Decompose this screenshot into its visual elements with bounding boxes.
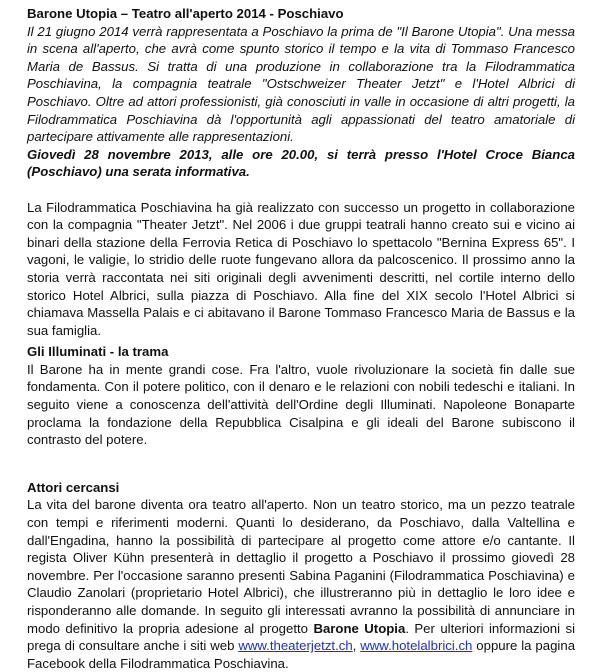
section-title-attori-cercansi: Attori cercansi — [27, 479, 120, 495]
info-evening-announcement: Giovedì 28 novembre 2013, alle ore 20.00, si terrà presso l'Hotel Croce Bianca (Poschiavo) una serata informativa. — [27, 146, 575, 180]
plot-paragraph: Il Barone ha in mente grandi cose. Fra l'altro, vuole rivoluzionare la società fin dalle sue fondamenta. Con il potere politico, con il denaro e le relazioni con nobili tedeschi e italiani. In seguito viene a conoscenza dell'attività dell'Ordine degli Illuminati. Napoleone Bonaparte proclama la fondazione della Repubblica Cisalpina e gli ideali del Barone subiscono il contrasto del potere. — [27, 361, 575, 448]
theaterjetzt-link[interactable]: www.theaterjetzt.ch — [238, 638, 353, 654]
intro-paragraph: Il 21 giugno 2014 verrà rappresentata a Poschiavo la prima de "Il Barone Utopia". Una messa in scena all'aperto, che avrà come spunto storico il tempo e la vita di Tommaso Francesco Maria de Bassus. Si tratta di una produzione in collaborazione tra la Filodrammatica Poschiavina, la compagnia teatrale "Ostschweizer Theater Jetzt" e l'Hotel Albrici di Poschiavo. Oltre ad attori professionisti, già conosciuti in valle in occasione di altri progetti, la Filodrammatica Poschiavina dà l'opportunità agli appassionati del teatro amatoriale di partecipare attivamente alle rappresentazioni. — [27, 23, 575, 145]
spacer — [27, 181, 575, 199]
casting-paragraph — [27, 496, 575, 672]
document-page — [27, 5, 575, 672]
link-separator: , — [352, 638, 361, 654]
casting-text-part2: . Per ulteriori informazioni si prega di consultare anche i siti web — [27, 620, 576, 654]
section-title-illuminati: Gli Illuminati - la trama — [27, 344, 169, 360]
casting-text-part1: La vita del barone diventa ora teatro all'aperto. Non un teatro storico, ma un pezzo teatrale con tempi e riferimenti moderni. Quanti lo desiderano, da Poschiavo, dalla Valtellina e dall'Engadina, hanno la possibilità di partecipare al progetto come attore e/o cantante. Il regista Oliver Kühn presenterà in dettaglio il progetto a Poschiavo il prossimo giovedì 28 novembre. Per l'occasione saranno presenti Sabina Paganini (Filodrammatica Poschiavina) e Claudio Zanolari (proprietario Hotel Albrici), che illustreranno più in dettaglio le loro idee e risponderanno alle domande. In seguito gli interessati avranno la possibilità di annunciare in modo definitivo la propria adesione al progetto — [27, 497, 575, 636]
history-paragraph: La Filodrammatica Poschiavina ha già realizzato con successo un progetto in collaborazione con la compagnia "Theater Jetzt". Nel 2006 i due gruppi teatrali hanno creato sui e vicino ai binari della stazione della Ferrovia Retica di Poschiavo lo spettacolo "Bernina Express 65". I vagoni, le valigie, lo stridio delle ruote fungevano allora da palcoscenico. Il prossimo anno la storia verrà raccontata nei siti originali degli avvenimenti descritti, nel cortile interno dello storico Hotel Albrici, sulla piazza di Poschiavo. Alla fine del XIX secolo l'Hotel Albrici si chiamava Massella Palais e ci abitavano il Barone Tommaso Francesco Maria de Bassus e la sua famiglia. — [27, 199, 575, 338]
spacer — [27, 449, 575, 479]
project-name: Barone Utopia — [313, 620, 406, 636]
section-title-barone-utopia: Barone Utopia – Teatro all'aperto 2014 - Poschiavo — [27, 6, 344, 21]
casting-text-part3: oppure la pagina Facebook della Filodrammatica Poschiavina. — [27, 638, 576, 671]
hotelalbrici-link[interactable]: www.hotelalbrici.ch — [360, 638, 473, 654]
